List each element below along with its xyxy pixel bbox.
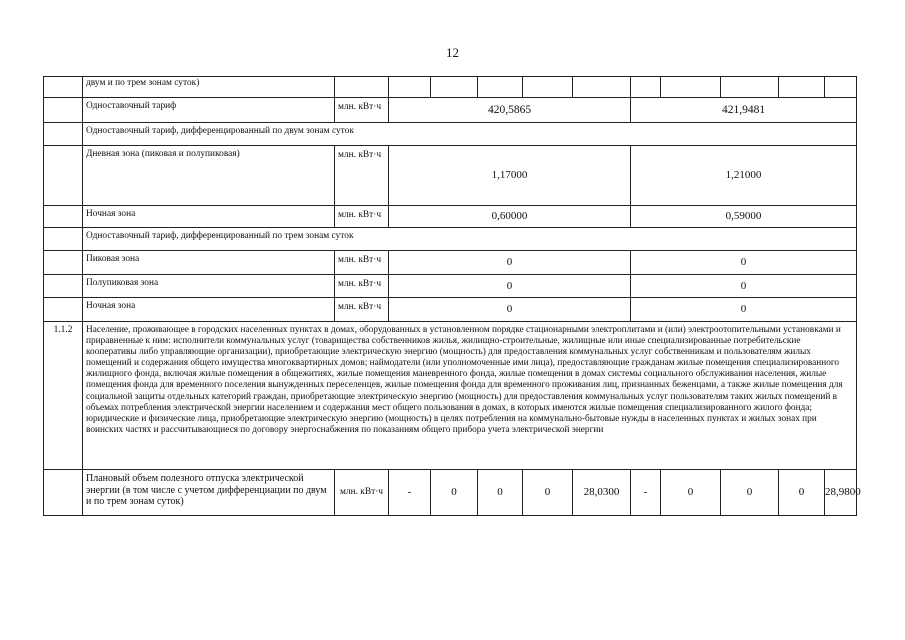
day-zone-label: Дневная зона (пиковая и полупиковая) (83, 146, 335, 206)
energy-volume-table (43, 76, 861, 516)
table-row (44, 228, 857, 251)
night-zone-value-2: 0,59000 (631, 206, 857, 228)
two-zone-header: Одноставочный тариф, дифференцированный по двум зонам суток (83, 123, 857, 146)
table-row (44, 98, 857, 123)
table-row (44, 146, 857, 206)
table-row (44, 322, 857, 470)
night-zone-3-value-1: 0 (389, 298, 631, 322)
section-number: 1.1.2 (44, 322, 83, 470)
unit-cell: млн. кВт·ч (335, 206, 389, 228)
half-peak-zone-label: Полупиковая зона (83, 275, 335, 298)
night-zone-3-label: Ночная зона (83, 298, 335, 322)
unit-cell: млн. кВт·ч (335, 251, 389, 275)
table-row (44, 123, 857, 146)
day-zone-value-2: 1,21000 (631, 146, 857, 206)
table-row (44, 77, 857, 98)
page-number: 12 (446, 45, 459, 60)
table-row (44, 275, 857, 298)
planned-volume-value: 0 (721, 470, 779, 516)
unit-cell: млн. кВт·ч (335, 98, 389, 123)
table-row (44, 251, 857, 275)
day-zone-value-1: 1,17000 (389, 146, 631, 206)
planned-volume-value: 28,9800 (825, 470, 857, 516)
single-rate-value-1: 420,5865 (389, 98, 631, 123)
planned-volume-value: 0 (523, 470, 573, 516)
single-rate-value-2: 421,9481 (631, 98, 857, 123)
peak-zone-value-1: 0 (389, 251, 631, 275)
continuation-label: двум и по трем зонам суток) (83, 77, 335, 98)
half-peak-zone-value-2: 0 (631, 275, 857, 298)
unit-cell: млн. кВт·ч (335, 275, 389, 298)
planned-volume-label: Плановый объем полезного отпуска электрической энергии (в том числе с учетом дифференциации по двум и по трем зонам суток) (83, 470, 335, 516)
planned-volume-value: - (389, 470, 431, 516)
unit-cell: млн. кВт·ч (335, 146, 389, 206)
single-rate-label: Одноставочный тариф (83, 98, 335, 123)
planned-volume-value: 0 (478, 470, 523, 516)
planned-volume-value: 28,0300 (573, 470, 631, 516)
planned-volume-value: 0 (431, 470, 478, 516)
table-row (44, 470, 857, 516)
unit-cell: млн. кВт·ч (335, 470, 389, 516)
section-description: Население, проживающее в городских населенных пунктах в домах, оборудованных в установленном порядке стационарными электроплитами и (или) электроотопительными установками и приравненные к ним: исполнители коммунальных услуг (товарищества собственников жилья, жилищно-строительные, жилищные или иные специализированные потребительские кооперативы либо управляющие организации), приобретающие электрическую энергию (мощность) для предоставления коммунальных услуг собственникам и пользователям жилых помещений и содержания общего имущества многоквартирных домов; наймодатели (или уполномоченные ими лица), предоставляющие гражданам жилые помещения специализированного жилищного фонда, включая жилые помещения в общежитиях, жилые помещения маневренного фонда, жилые помещения в домах системы социального обслуживания населения, жилые помещения фонда для временного поселения вынужденных переселенцев, жилые помещения фонда для временного проживания лиц, признанных беженцами, а также жилые помещения для социальной защиты отдельных категорий граждан, приобретающие электрическую энергию (мощность) для предоставления коммунальных услуг пользователям таких жилых помещений в объемах потребления электрической энергии населением и содержания мест общего пользования в домах, в которых имеются жилые помещения специализированного жилого фонда; юридические и физические лица, приобретающие электрическую энергию (мощность) в целях потребления на коммунально-бытовые нужды в населенных пунктах и жилых зонах при воинских частях и рассчитывающиеся по договору энергоснабжения по показаниям общего прибора учета электрической энергии (83, 322, 857, 470)
unit-cell: млн. кВт·ч (335, 298, 389, 322)
three-zone-header: Одноставочный тариф, дифференцированный по трем зонам суток (83, 228, 857, 251)
table-row (44, 298, 857, 322)
table-row (44, 206, 857, 228)
planned-volume-value: 0 (661, 470, 721, 516)
peak-zone-label: Пиковая зона (83, 251, 335, 275)
half-peak-zone-value-1: 0 (389, 275, 631, 298)
night-zone-label: Ночная зона (83, 206, 335, 228)
planned-volume-value: - (631, 470, 661, 516)
night-zone-value-1: 0,60000 (389, 206, 631, 228)
planned-volume-value: 0 (779, 470, 825, 516)
night-zone-3-value-2: 0 (631, 298, 857, 322)
peak-zone-value-2: 0 (631, 251, 857, 275)
